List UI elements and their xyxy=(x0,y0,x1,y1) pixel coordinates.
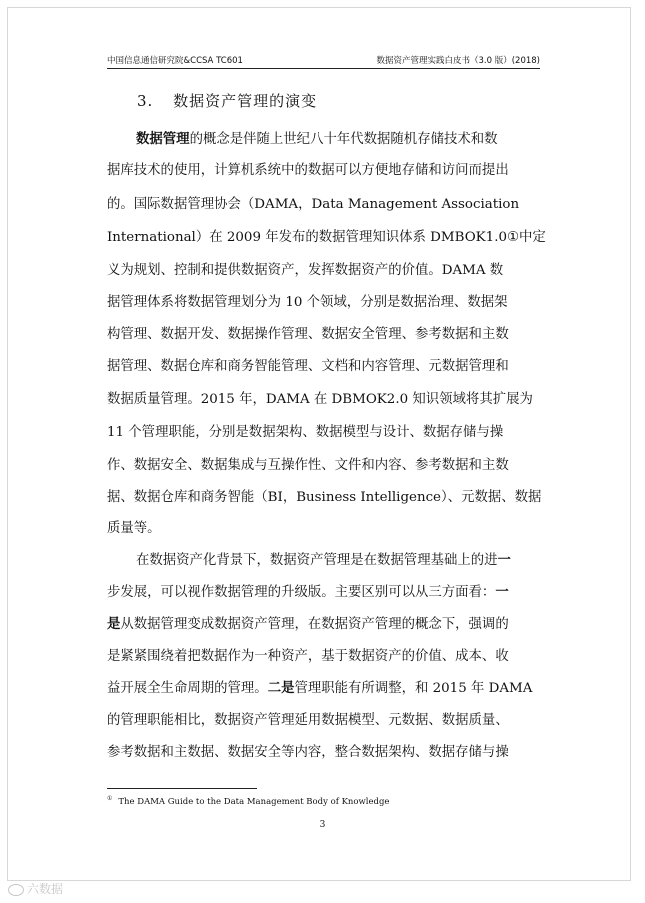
term-data-management: 数据管理 xyxy=(136,131,190,147)
footnote-marker: ① xyxy=(107,795,113,802)
paragraph-line: 作、数据安全、数据集成与互操作性、文件和内容、参考数据和主数 xyxy=(107,458,509,473)
header-right: 数据资产管理实践白皮书（3.0 版）(2018) xyxy=(376,56,540,66)
paragraph-line: 构管理、数据开发、数据操作管理、数据安全管理、参考数据和主数 xyxy=(107,327,509,342)
line-text: 在数据资产化背景下，数据资产管理是在数据管理基础上的进 xyxy=(136,553,498,568)
header-left: 中国信息通信研究院&CCSA TC601 xyxy=(107,56,243,66)
paragraph-line: 据库技术的使用，计算机系统中的数据可以方便地存储和访问而提出 xyxy=(107,163,509,178)
emphasis-text: 一 xyxy=(495,584,509,600)
section-heading xyxy=(137,90,317,111)
page-number: 3 xyxy=(319,820,326,830)
watermark-logo-icon xyxy=(8,884,24,896)
paragraph-line xyxy=(107,677,540,696)
emphasis-text: 一 xyxy=(497,552,511,568)
line-text: 的概念是伴随上世纪八十年代数据随机存储技术和数 xyxy=(189,132,498,147)
paragraph-line: 据、数据仓库和商务智能（BI，Business Intelligence）、元数据、数据 xyxy=(107,490,542,505)
emphasis-text: 二是 xyxy=(267,680,295,696)
paragraph-line: 据管理、数据仓库和商务智能管理、文档和内容管理、元数据管理和 xyxy=(107,359,509,374)
paragraph-line: 数据质量管理。2015 年，DAMA 在 DBMOK2.0 知识领域将其扩展为 xyxy=(107,392,533,407)
paragraph-line: 的。国际数据管理协会（DAMA，Data Management Association xyxy=(107,197,520,212)
emphasis-text: 是 xyxy=(107,616,121,632)
footnote-text: The DAMA Guide to the Data Management Body of Knowledge xyxy=(118,796,390,807)
paragraph-line: International）在 2009 年发布的数据管理知识体系 DMBOK1.0①中定 xyxy=(107,230,546,245)
footnote xyxy=(107,795,389,807)
section-title: 数据资产管理的演变 xyxy=(173,92,318,110)
line-text: 步发展，可以视作数据管理的升级版。主要区别可以从三方面看： xyxy=(107,585,496,600)
paragraph-line: 义为规划、控制和提供数据资产，发挥数据资产的价值。DAMA 数 xyxy=(107,263,504,278)
footnote-rule xyxy=(107,788,257,789)
paragraph-line xyxy=(107,613,540,632)
watermark-text: 六数据 xyxy=(27,882,64,896)
page-header xyxy=(107,54,540,69)
paragraph-line: 11 个管理职能，分别是数据架构、数据模型与设计、数据存储与操 xyxy=(107,425,504,440)
paragraph-line: 的管理职能相比，数据资产管理延用数据模型、元数据、数据质量、 xyxy=(107,713,509,728)
paragraph-line xyxy=(107,581,540,600)
paragraph-line: 据管理体系将数据管理划分为 10 个领域，分别是数据治理、数据架 xyxy=(107,295,508,310)
paragraph-line: 是紧紧围绕着把数据作为一种资产，基于数据资产的价值、成本、收 xyxy=(107,649,509,664)
line-text: 益开展全生命周期的管理。 xyxy=(107,681,268,696)
section-number: 3. xyxy=(137,92,154,110)
watermark xyxy=(8,880,63,897)
paragraph-line xyxy=(136,128,540,147)
paragraph-line xyxy=(136,549,540,568)
line-text: 从数据管理变成数据资产管理，在数据资产管理的概念下，强调的 xyxy=(120,617,509,632)
line-text: 管理职能有所调整，和 2015 年 DAMA xyxy=(294,681,533,696)
paragraph-line: 质量等。 xyxy=(107,521,161,536)
paragraph-line: 参考数据和主数据、数据安全等内容，整合数据架构、数据存储与操 xyxy=(107,745,509,760)
